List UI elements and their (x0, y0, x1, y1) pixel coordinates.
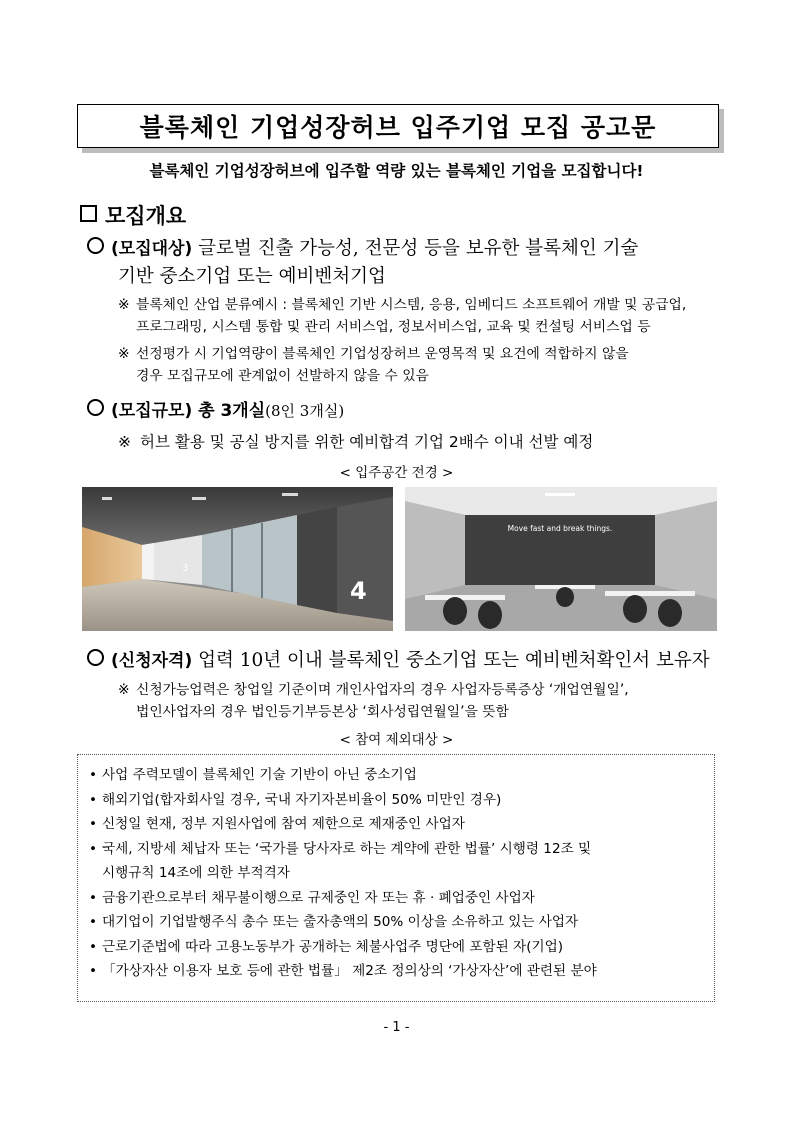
subtitle: 블록체인 기업성장허브에 입주할 역량 있는 블록체인 기업을 모집합니다! (149, 162, 644, 180)
list-item-continuation: 시행규칙 14조에 의한 부적격자 (102, 865, 290, 881)
target-note2: ※ 선정평가 시 기업역량이 블록체인 기업성장허브 운영목적 및 요건에 적합하지 않을 (118, 346, 629, 362)
list-item: • 사업 주력모델이 블록체인 기술 기반이 아닌 중소기업 (88, 763, 704, 788)
svg-text:4: 4 (350, 577, 367, 605)
list-item: • 해외기업(합자회사일 경우, 국내 자기자본비율이 50% 미만인 경우) (88, 788, 704, 813)
list-item: • 대기업이 기업발행주식 총수 또는 출자총액의 50% 이상을 소유하고 있는 사업자 (88, 910, 704, 935)
page-number: - 1 - (383, 1020, 410, 1035)
target-item (87, 234, 638, 264)
target-line2: 기반 중소기업 또는 예비벤처기업 (118, 266, 386, 287)
svg-text:Move fast and break things.: Move fast and break things. (507, 524, 613, 533)
photo-caption: < 입주공간 전경 > (339, 465, 454, 481)
qualification-text: 업력 10년 이내 블록체인 중소기업 또는 예비벤처확인서 보유자 (198, 650, 710, 671)
document-title: 블록체인 기업성장허브 입주기업 모집 공고문 (77, 104, 719, 148)
scale-note: ※ 허브 활용 및 공실 방지를 위한 예비합격 기업 2배수 이내 선발 예정 (118, 433, 594, 451)
target-note1: ※ 블록체인 산업 분류예시 : 블록체인 기반 시스템, 응용, 임베디드 소프트웨어 개발 및 공급업, (118, 297, 687, 313)
list-item: • 금융기관으로부터 채무불이행으로 규제중인 자 또는 휴 · 폐업중인 사업자 (88, 886, 704, 911)
list-item: • 「가상자산 이용자 보호 등에 관한 법률」 제2조 정의상의 ‘가상자산’에 관련된 분야 (88, 959, 704, 984)
scale-item (87, 396, 344, 426)
office-room-photo (405, 487, 717, 631)
qualification-note: ※ 신청가능업력은 창업일 기준이며 개인사업자의 경우 사업자등록증상 ‘개업연월일’, (118, 682, 629, 698)
target-label: (모집대상) (111, 239, 193, 259)
circle-bullet-icon (87, 237, 104, 254)
square-bullet-icon (80, 205, 97, 222)
hallway-photo (82, 487, 393, 631)
section-heading: 모집개요 (80, 200, 186, 230)
scale-label: (모집규모) (111, 401, 193, 421)
qualification-label: (신청자격) (111, 651, 193, 671)
qualification-item (87, 646, 710, 676)
target-line1: 글로벌 진출 가능성, 전문성 등을 보유한 블록체인 기술 (198, 238, 639, 259)
scale-detail: (8인 3개실) (265, 402, 345, 420)
exclusion-box (77, 754, 715, 1002)
target-note1-line2: 프로그래밍, 시스템 통합 및 관리 서비스업, 정보서비스업, 교육 및 컨설팅 서비스업 등 (136, 319, 651, 335)
target-note2-line2: 경우 모집규모에 관계없이 선발하지 않을 수 있음 (136, 368, 429, 384)
list-item: • 근로기준법에 따라 고용노동부가 공개하는 체불사업주 명단에 포함된 자(기업) (88, 935, 704, 960)
exclusion-caption: < 참여 제외대상 > (339, 732, 454, 748)
scale-value: 총 3개실 (198, 401, 266, 421)
svg-text:3: 3 (182, 563, 189, 574)
list-item: • 신청일 현재, 정부 지원사업에 참여 제한으로 제재중인 사업자 (88, 812, 704, 837)
list-item: • 국세, 지방세 체납자 또는 ‘국가를 당사자로 하는 계약에 관한 법률’ 시행령 12조 및 (88, 837, 704, 862)
circle-bullet-icon (87, 649, 104, 666)
circle-bullet-icon (87, 399, 104, 416)
qualification-note-line2: 법인사업자의 경우 법인등기부등본상 ‘회사성립연월일’을 뜻함 (136, 704, 509, 720)
